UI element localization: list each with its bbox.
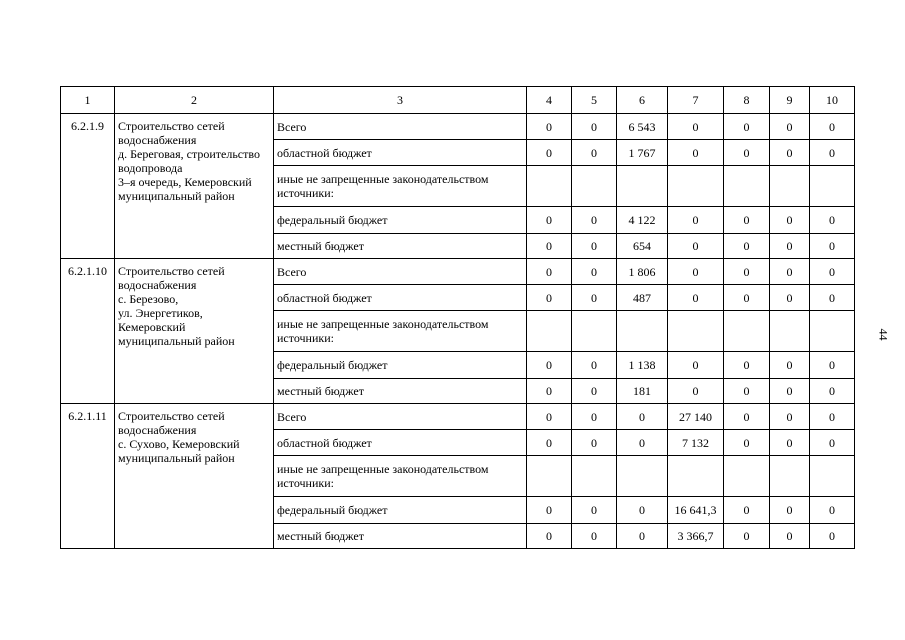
value-cell: 0 (810, 352, 855, 379)
value-cell: 0 (572, 259, 617, 285)
value-cell: 0 (527, 207, 572, 234)
value-cell: 0 (770, 404, 810, 430)
value-cell: 0 (572, 140, 617, 166)
value-cell: 3 366,7 (668, 524, 724, 549)
value-cell: 0 (724, 259, 770, 285)
funding-source: федеральный бюджет (274, 497, 527, 524)
value-cell: 654 (617, 234, 668, 259)
value-cell: 0 (617, 404, 668, 430)
value-cell (810, 166, 855, 207)
value-cell: 0 (724, 352, 770, 379)
value-cell (617, 311, 668, 352)
value-cell (572, 166, 617, 207)
funding-source: иные не запрещенные законодательством источники: (274, 311, 527, 352)
value-cell: 0 (724, 404, 770, 430)
value-cell: 0 (770, 259, 810, 285)
item-name: Строительство сетей водоснабжения с. Сухово, Кемеровский муниципальный район (115, 404, 274, 549)
header-row (61, 87, 855, 114)
item-name: Строительство сетей водоснабжения с. Березово, ул. Энергетиков, Кемеровский муниципальный район (115, 259, 274, 404)
value-cell (668, 166, 724, 207)
value-cell: 0 (770, 524, 810, 549)
table-row (61, 259, 855, 285)
value-cell: 0 (668, 379, 724, 404)
value-cell: 0 (572, 285, 617, 311)
value-cell: 0 (724, 285, 770, 311)
funding-source: областной бюджет (274, 285, 527, 311)
value-cell: 487 (617, 285, 668, 311)
funding-source: областной бюджет (274, 140, 527, 166)
page-number: 44 (876, 328, 891, 341)
value-cell: 0 (668, 285, 724, 311)
funding-source: местный бюджет (274, 379, 527, 404)
value-cell: 0 (617, 497, 668, 524)
funding-source: иные не запрещенные законодательством источники: (274, 456, 527, 497)
value-cell: 0 (527, 259, 572, 285)
value-cell: 0 (668, 114, 724, 140)
value-cell: 6 543 (617, 114, 668, 140)
value-cell: 0 (810, 234, 855, 259)
value-cell: 0 (770, 497, 810, 524)
value-cell: 0 (527, 430, 572, 456)
value-cell: 0 (724, 497, 770, 524)
value-cell: 0 (527, 234, 572, 259)
value-cell: 0 (668, 352, 724, 379)
funding-source: Всего (274, 404, 527, 430)
value-cell: 0 (724, 430, 770, 456)
value-cell: 0 (770, 234, 810, 259)
value-cell: 0 (668, 234, 724, 259)
value-cell: 1 138 (617, 352, 668, 379)
value-cell: 0 (572, 404, 617, 430)
value-cell: 0 (527, 404, 572, 430)
value-cell: 0 (770, 285, 810, 311)
item-code: 6.2.1.10 (61, 259, 115, 404)
value-cell: 0 (724, 207, 770, 234)
table-row (61, 114, 855, 140)
value-cell: 4 122 (617, 207, 668, 234)
value-cell: 1 767 (617, 140, 668, 166)
header-cell: 1 (61, 87, 115, 114)
value-cell: 0 (724, 114, 770, 140)
value-cell: 0 (527, 379, 572, 404)
value-cell (770, 311, 810, 352)
value-cell (668, 456, 724, 497)
value-cell: 0 (572, 379, 617, 404)
header-cell: 7 (668, 87, 724, 114)
value-cell: 0 (810, 430, 855, 456)
value-cell: 0 (572, 524, 617, 549)
value-cell: 0 (572, 497, 617, 524)
value-cell: 0 (668, 259, 724, 285)
item-name: Строительство сетей водоснабжения д. Береговая, строительство водопровода 3–я очередь, Кемеровский муниципальный район (115, 114, 274, 259)
item-code: 6.2.1.9 (61, 114, 115, 259)
value-cell: 16 641,3 (668, 497, 724, 524)
funding-source: Всего (274, 114, 527, 140)
value-cell: 0 (724, 140, 770, 166)
value-cell (770, 456, 810, 497)
value-cell: 0 (572, 352, 617, 379)
value-cell (668, 311, 724, 352)
value-cell (724, 166, 770, 207)
value-cell (810, 456, 855, 497)
header-cell: 3 (274, 87, 527, 114)
value-cell: 0 (810, 259, 855, 285)
value-cell: 0 (724, 234, 770, 259)
funding-source: федеральный бюджет (274, 352, 527, 379)
funding-source: иные не запрещенные законодательством источники: (274, 166, 527, 207)
header-cell: 4 (527, 87, 572, 114)
header-cell: 10 (810, 87, 855, 114)
value-cell (770, 166, 810, 207)
value-cell: 0 (527, 140, 572, 166)
value-cell: 0 (810, 497, 855, 524)
value-cell: 0 (617, 430, 668, 456)
value-cell: 181 (617, 379, 668, 404)
value-cell (724, 456, 770, 497)
value-cell: 0 (770, 352, 810, 379)
value-cell: 0 (572, 234, 617, 259)
value-cell: 0 (810, 404, 855, 430)
value-cell: 0 (770, 430, 810, 456)
value-cell: 0 (770, 140, 810, 166)
value-cell: 0 (810, 114, 855, 140)
value-cell (527, 311, 572, 352)
value-cell: 0 (810, 524, 855, 549)
header-cell: 6 (617, 87, 668, 114)
value-cell: 1 806 (617, 259, 668, 285)
header-cell: 5 (572, 87, 617, 114)
value-cell: 0 (770, 114, 810, 140)
header-cell: 9 (770, 87, 810, 114)
funding-source: местный бюджет (274, 234, 527, 259)
value-cell: 0 (572, 430, 617, 456)
value-cell: 0 (810, 379, 855, 404)
funding-source: Всего (274, 259, 527, 285)
value-cell: 0 (770, 207, 810, 234)
funding-source: местный бюджет (274, 524, 527, 549)
funding-source: федеральный бюджет (274, 207, 527, 234)
funding-source: областной бюджет (274, 430, 527, 456)
table-row (61, 404, 855, 430)
value-cell: 0 (527, 497, 572, 524)
value-cell (724, 311, 770, 352)
value-cell (572, 311, 617, 352)
value-cell: 0 (724, 379, 770, 404)
value-cell (527, 456, 572, 497)
value-cell: 0 (617, 524, 668, 549)
value-cell: 0 (572, 114, 617, 140)
value-cell: 0 (770, 379, 810, 404)
value-cell: 0 (668, 207, 724, 234)
value-cell: 27 140 (668, 404, 724, 430)
header-cell: 2 (115, 87, 274, 114)
value-cell: 0 (527, 285, 572, 311)
value-cell: 0 (527, 524, 572, 549)
value-cell (617, 456, 668, 497)
value-cell (617, 166, 668, 207)
value-cell: 0 (527, 114, 572, 140)
value-cell: 0 (810, 140, 855, 166)
value-cell (810, 311, 855, 352)
value-cell (572, 456, 617, 497)
value-cell: 0 (810, 207, 855, 234)
value-cell: 0 (572, 207, 617, 234)
program-table (60, 86, 855, 549)
value-cell: 0 (724, 524, 770, 549)
header-cell: 8 (724, 87, 770, 114)
value-cell: 7 132 (668, 430, 724, 456)
item-code: 6.2.1.11 (61, 404, 115, 549)
value-cell: 0 (810, 285, 855, 311)
value-cell: 0 (668, 140, 724, 166)
value-cell: 0 (527, 352, 572, 379)
value-cell (527, 166, 572, 207)
